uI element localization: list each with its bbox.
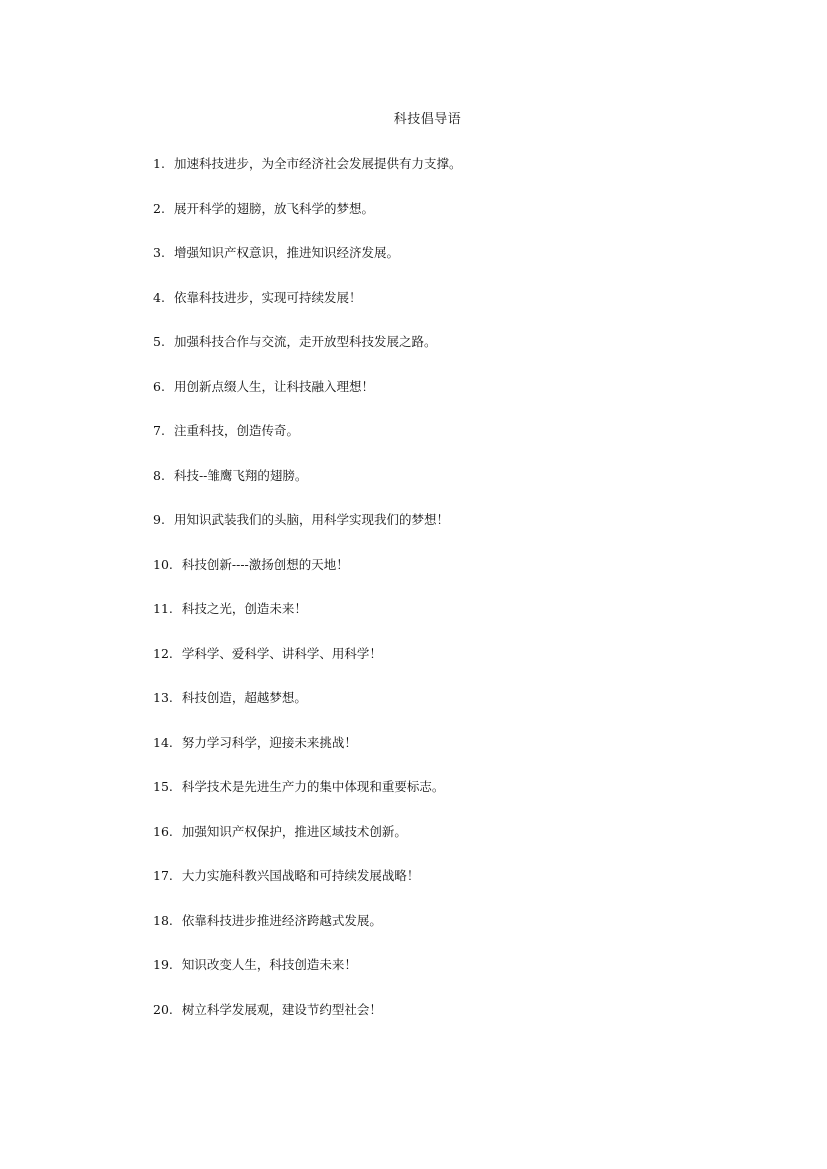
list-item <box>153 154 713 199</box>
list-item <box>153 866 713 911</box>
item-number: 14. <box>153 734 173 750</box>
list-item <box>153 510 713 555</box>
item-number: 9. <box>153 512 165 527</box>
list-item <box>153 688 713 733</box>
item-text: 学科学、爱科学、讲科学、用科学！ <box>181 645 382 661</box>
item-text: 加强科技合作与交流，走开放型科技发展之路。 <box>173 334 437 349</box>
slogan-list <box>153 154 713 1044</box>
item-text: 科技--雏鹰飞翔的翅膀。 <box>173 467 308 483</box>
item-text: 依靠科技进步推进经济跨越式发展。 <box>181 912 382 928</box>
item-text: 加强知识产权保护，推进区域技术创新。 <box>181 823 407 839</box>
item-number: 1. <box>153 156 165 171</box>
list-item <box>153 555 713 600</box>
item-text: 科技之光，创造未来！ <box>181 601 307 616</box>
item-number: 10. <box>153 556 173 572</box>
list-item <box>153 466 713 511</box>
item-number: 16. <box>153 823 173 839</box>
list-item <box>153 822 713 867</box>
item-number: 15. <box>153 779 173 794</box>
item-text: 加速科技进步，为全市经济社会发展提供有力支撑。 <box>173 156 462 171</box>
list-item <box>153 377 713 422</box>
item-text: 知识改变人生，科技创造未来！ <box>181 957 357 972</box>
item-text: 科学技术是先进生产力的集中体现和重要标志。 <box>181 779 445 794</box>
item-number: 7. <box>153 423 165 438</box>
item-number: 8. <box>153 467 165 483</box>
item-number: 5. <box>153 334 165 349</box>
item-number: 4. <box>153 289 165 305</box>
list-item <box>153 288 713 333</box>
item-text: 科技创新----激扬创想的天地！ <box>181 556 349 572</box>
list-item <box>153 243 713 288</box>
item-number: 11. <box>153 601 173 616</box>
list-item <box>153 1000 713 1045</box>
list-item <box>153 332 713 377</box>
item-text: 注重科技，创造传奇。 <box>173 423 299 438</box>
item-text: 依靠科技进步，实现可持续发展！ <box>173 289 362 305</box>
item-number: 18. <box>153 912 173 928</box>
list-item <box>153 733 713 778</box>
list-item <box>153 955 713 1000</box>
item-number: 6. <box>153 378 165 394</box>
page-title: 科技倡导语 <box>393 112 462 127</box>
item-number: 20. <box>153 1001 173 1017</box>
item-text: 展开科学的翅膀，放飞科学的梦想。 <box>173 200 374 216</box>
item-text: 增强知识产权意识，推进知识经济发展。 <box>173 245 399 260</box>
list-item <box>153 199 713 244</box>
list-item <box>153 911 713 956</box>
item-text: 用知识武装我们的头脑，用科学实现我们的梦想！ <box>173 512 449 527</box>
item-number: 17. <box>153 868 173 883</box>
item-number: 12. <box>153 645 173 661</box>
item-number: 2. <box>153 200 165 216</box>
item-text: 大力实施科教兴国战略和可持续发展战略！ <box>181 868 420 883</box>
item-number: 13. <box>153 690 173 705</box>
item-text: 树立科学发展观，建设节约型社会！ <box>181 1001 382 1017</box>
list-item <box>153 599 713 644</box>
item-text: 科技创造，超越梦想。 <box>181 690 307 705</box>
list-item <box>153 777 713 822</box>
item-number: 3. <box>153 245 165 260</box>
list-item <box>153 644 713 689</box>
list-item <box>153 421 713 466</box>
item-number: 19. <box>153 957 173 972</box>
item-text: 努力学习科学，迎接未来挑战！ <box>181 734 357 750</box>
item-text: 用创新点缀人生，让科技融入理想！ <box>173 378 374 394</box>
